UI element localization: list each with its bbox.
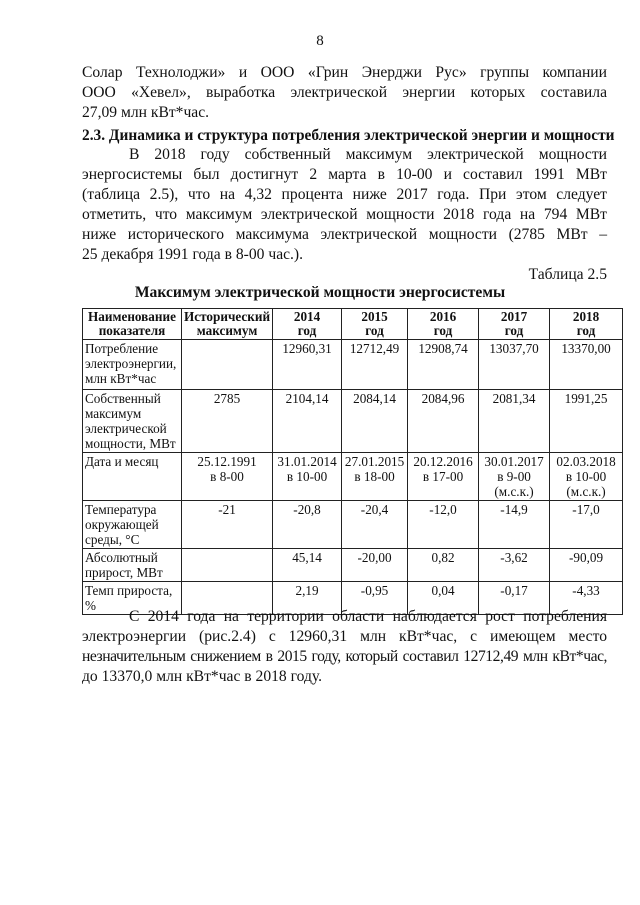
header-2018: 2018 год bbox=[550, 309, 623, 340]
table-row bbox=[83, 549, 623, 582]
cell: 25.12.1991 в 8-00 bbox=[182, 453, 273, 501]
cell: 13037,70 bbox=[479, 340, 550, 390]
text-line: незначительным снижением в 2015 году, который составил 12712,49 млн кВт*час, bbox=[82, 648, 607, 665]
cell: 12712,49 bbox=[342, 340, 408, 390]
text-line: С 2014 года на территории области наблюдается рост потребления bbox=[129, 608, 607, 625]
text-line: электроэнергии (рис.2.4) с 12960,31 млн кВт*час, с имеющем место bbox=[82, 628, 607, 645]
closing-paragraph bbox=[82, 607, 607, 687]
cell: -20,00 bbox=[342, 549, 408, 582]
max-power-table bbox=[82, 308, 623, 615]
table-row bbox=[83, 390, 623, 453]
cell: 2081,34 bbox=[479, 390, 550, 453]
cell: 27.01.2015 в 18-00 bbox=[342, 453, 408, 501]
text-line: Солар Технолоджи» и ООО «Грин Энерджи Рус» группы компании bbox=[82, 64, 607, 81]
cell: 20.12.2016 в 17-00 bbox=[408, 453, 479, 501]
text-line: энергосистемы был достигнут 2 марта в 10-00 и составил 1991 МВт bbox=[82, 166, 607, 183]
row-name: Собственный максимум электрической мощности, МВт bbox=[83, 390, 182, 453]
cell: 12960,31 bbox=[273, 340, 342, 390]
text-line: ООО «Хевел», выработка электрической энергии которых составила bbox=[82, 84, 607, 101]
cell: -12,0 bbox=[408, 501, 479, 549]
cell: -14,9 bbox=[479, 501, 550, 549]
cell: 30.01.2017 в 9-00 (м.с.к.) bbox=[479, 453, 550, 501]
text-line: 27,09 млн кВт*час. bbox=[82, 104, 210, 121]
intro-paragraph bbox=[82, 63, 607, 123]
cell: -17,0 bbox=[550, 501, 623, 549]
cell: -3,62 bbox=[479, 549, 550, 582]
cell: -90,09 bbox=[550, 549, 623, 582]
cell: -20,4 bbox=[342, 501, 408, 549]
cell: -21 bbox=[182, 501, 273, 549]
cell: 2104,14 bbox=[273, 390, 342, 453]
header-2015: 2015 год bbox=[342, 309, 408, 340]
page-number: 8 bbox=[316, 33, 324, 49]
header-2017: 2017 год bbox=[479, 309, 550, 340]
row-name: Потребление электроэнергии, млн кВт*час bbox=[83, 340, 182, 390]
cell: -0,17 bbox=[479, 582, 550, 615]
cell: 12908,74 bbox=[408, 340, 479, 390]
cell: 31.01.2014 в 10-00 bbox=[273, 453, 342, 501]
section-heading: 2.3. Динамика и структура потребления электрической энергии и мощности bbox=[82, 127, 615, 144]
cell bbox=[182, 340, 273, 390]
row-name: Дата и месяц bbox=[83, 453, 182, 501]
text-line: В 2018 году собственный максимум электрической мощности bbox=[129, 146, 607, 163]
section-paragraph bbox=[82, 145, 607, 265]
cell: 45,14 bbox=[273, 549, 342, 582]
table-row bbox=[83, 340, 623, 390]
text-line: (таблица 2.5), что на 4,32 процента ниже 2017 года. При этом следует bbox=[82, 186, 607, 203]
cell: 13370,00 bbox=[550, 340, 623, 390]
cell: -0,95 bbox=[342, 582, 408, 615]
table-title: Максимум электрической мощности энергосистемы bbox=[134, 284, 506, 301]
cell: 2084,96 bbox=[408, 390, 479, 453]
cell bbox=[182, 549, 273, 582]
text-line: до 13370,0 млн кВт*час в 2018 году. bbox=[82, 668, 323, 685]
table-row bbox=[83, 501, 623, 549]
table-row bbox=[83, 453, 623, 501]
header-2014: 2014 год bbox=[273, 309, 342, 340]
cell: -4,33 bbox=[550, 582, 623, 615]
header-indicator: Наименование показателя bbox=[83, 309, 182, 340]
row-name: Абсолютный прирост, МВт bbox=[83, 549, 182, 582]
cell: 02.03.2018 в 10-00 (м.с.к.) bbox=[550, 453, 623, 501]
table-header-row bbox=[83, 309, 623, 340]
cell: 2,19 bbox=[273, 582, 342, 615]
table-label: Таблица 2.5 bbox=[528, 266, 607, 283]
row-name: Температура окружающей среды, °С bbox=[83, 501, 182, 549]
cell: 2785 bbox=[182, 390, 273, 453]
cell: 1991,25 bbox=[550, 390, 623, 453]
cell: 0,82 bbox=[408, 549, 479, 582]
header-2016: 2016 год bbox=[408, 309, 479, 340]
text-line: отметить, что максимум электрической мощности 2018 года на 794 МВт bbox=[82, 206, 607, 223]
text-line: 25 декабря 1991 года в 8-00 час.). bbox=[82, 246, 304, 263]
text-line: ниже исторического максимума электрической мощности (2785 МВт – bbox=[82, 226, 607, 243]
cell: -20,8 bbox=[273, 501, 342, 549]
cell: 2084,14 bbox=[342, 390, 408, 453]
cell: 0,04 bbox=[408, 582, 479, 615]
row-name: Темп прироста, % bbox=[83, 582, 182, 615]
header-historical: Исторический максимум bbox=[182, 309, 273, 340]
